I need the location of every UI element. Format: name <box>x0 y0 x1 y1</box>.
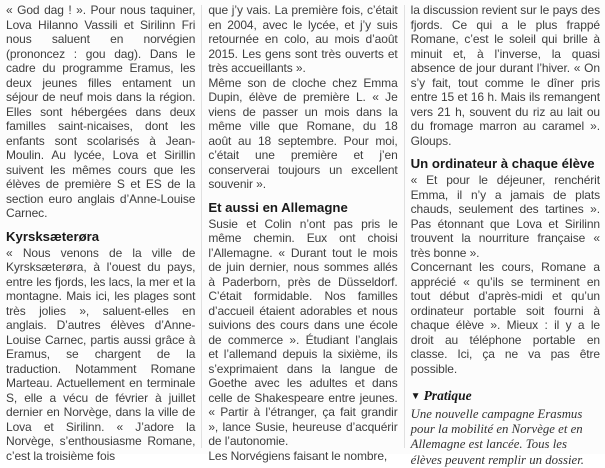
article-paragraph: « Nous venons de la ville de Kyrsksæterøra, à l’ouest du pays, entre les fjords, les lacs, la mer et la montagne. Mais ici, les plages sont très jolies », saluent-elles en anglais. D’autres élèves d’Anne-Louise Carnec, partis aussi grâce à Eramus, se chargent de la traduction. Notamment Romane Marteau. Actuellement en terminale S, elle a vécu de février à juillet dernier en Norvège, dans la ville de Lova et Sirilinn. « J’adore la Norvège, s’enthousiasme Romane, c’est la troisième fois <box>6 245 196 463</box>
section-heading: Et aussi en Allemagne <box>208 199 348 215</box>
article-column-1 <box>6 3 196 463</box>
pratique-paragraph: Une nouvelle campagne Erasmus pour la mobilité en Norvège et en Allemagne est lancée. Tous les élèves peuvent remplir un dossier. <box>410 407 584 467</box>
article-paragraph: « God dag ! ». Pour nous taquiner, Lova Hilanno Vassili et Sirilinn Fri nous saluent en norvégien (prononcez : gou dag). Dans le cadre du programme Eramus, les deux jeunes filles entament un séjour de neuf mois dans la région. Elles sont hébergées dans deux familles saint-nicaises, dont les enfants sont scolarisés à Jean-Moulin. Au lycée, Lova et Sirillin suivent les mêmes cours que les élèves de première S et ES de la section euro anglais d’Anne-Louise Carnec. <box>6 3 196 220</box>
column-rule <box>404 5 405 448</box>
article-paragraph: Susie et Colin n’ont pas pris le même chemin. Eux ont choisi l’Allemagne. « Durant tout le mois de juin dernier, nous sommes allés à Paderborn, près de Düsseldorf. C’était formidable. Nos familles d’accueil étaient adorables et nous suivions des cours dans une école de commerce ». Étudiant l’anglais et l’allemand depuis la sixième, ils s’exprimaient dans la langue de Goethe avec les adultes et dans celle de Shakespeare entre jeunes. « Partir à l’étranger, ça fait grandir », lance Susie, heureuse d’acquérir de l’autonomie. <box>208 216 398 448</box>
pratique-heading <box>411 388 600 405</box>
section-heading: Un ordinateur à chaque élève <box>410 156 595 171</box>
article-paragraph: Concernant les cours, Romane a apprécié « qu’ils se terminent en tout début d’après-midi et qu’un ordinateur portable soit fourni à chaque élève ». Mieux : il y a le droit au téléphone portable en classe. Ici, ça ne va pas être possible. <box>410 260 600 376</box>
column-rule <box>201 5 202 448</box>
article-column-3 <box>410 3 600 467</box>
pratique-heading-label: Pratique <box>423 388 472 403</box>
section-heading: Kyrsksæterøra <box>6 228 100 244</box>
article-column-2 <box>208 3 398 463</box>
article-paragraph: la discussion revient sur le pays des fjords. Ce qui a le plus frappé Romane, c’est le soleil qui brille à minuit et, à l’inverse, la quasi absence de jour durant l’hiver. « On s’y fait, tout comme le dîner pris entre 15 et 16 h. Mais ils remangent vers 21 h, souvent du riz au lait ou du fromage marron au caramel ». Gloups. <box>410 3 600 148</box>
article-paragraph: que j’y vais. La première fois, c’était en 2004, avec le lycée, et j’y suis retournée en colo, au mois d’août 2015. Les gens sont très ouverts et très accueillants ». <box>208 3 398 75</box>
triangle-down-icon: ▼ <box>410 391 421 402</box>
article-paragraph: Même son de cloche chez Emma Dupin, élève de première L. « Je viens de passer un mois dans la même ville que Romane, du 18 août au 18 septembre. Pour moi, c’était une première et j’en conserverai toujours un excellent souvenir ». <box>208 75 398 191</box>
article-paragraph: « Et pour le déjeuner, renchérit Emma, il n’y a jamais de plats chauds, seulement des tartines ». Pas étonnant que Lova et Sirilinn trouvent la nourriture française « très bonne ». <box>410 173 600 260</box>
article-paragraph: Les Norvégiens faisant le nombre, <box>208 448 388 463</box>
